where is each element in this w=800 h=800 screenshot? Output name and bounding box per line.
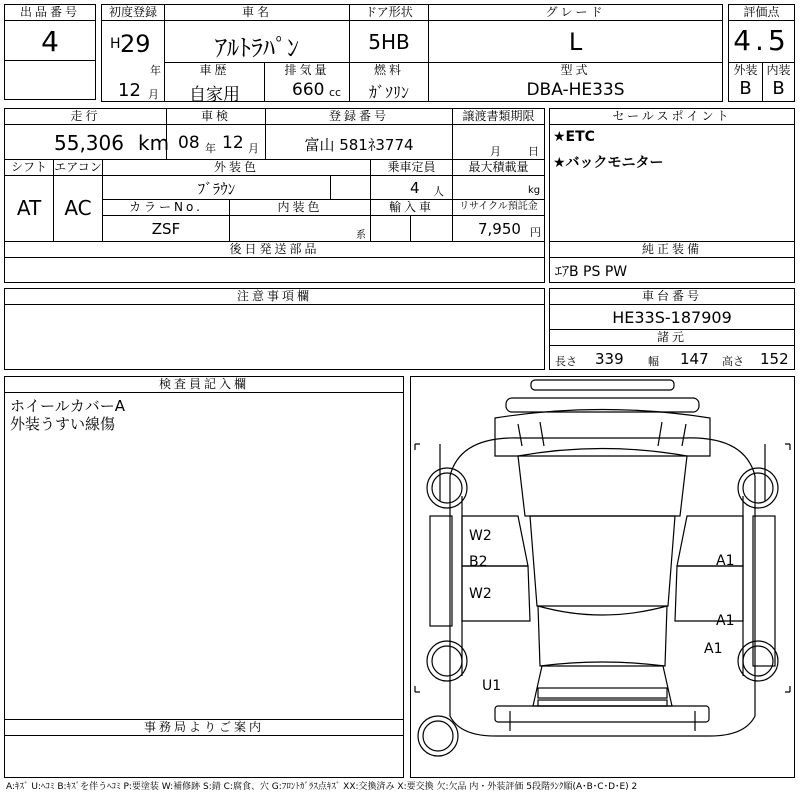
exterior-color-label: 外装色 bbox=[103, 160, 370, 174]
first-reg-era: H bbox=[110, 36, 121, 52]
displacement-label: 排気量 bbox=[265, 63, 349, 77]
door-label: ドア形状 bbox=[350, 5, 428, 19]
shift-value: AT bbox=[16, 196, 42, 220]
shift-label: シフト bbox=[5, 160, 53, 174]
equipment-label: 純正装備 bbox=[550, 242, 794, 256]
diagram-mark-u1: U1 bbox=[482, 678, 502, 694]
sales-point-2: ★バックモニター bbox=[553, 155, 664, 171]
plate-label: 登録番号 bbox=[266, 109, 452, 123]
fuel-value: ｶﾞｿﾘﾝ bbox=[368, 83, 409, 102]
car-diagram bbox=[410, 376, 795, 778]
int-score: B bbox=[772, 78, 785, 99]
first-reg-month-unit: 月 bbox=[148, 88, 159, 101]
office-label: 事務局よりご案内 bbox=[5, 720, 403, 734]
inspection-year-unit: 年 bbox=[205, 142, 216, 155]
max-load-unit: kg bbox=[528, 185, 541, 196]
transfer-month-unit: 月 bbox=[490, 145, 501, 158]
score-label: 評価点 bbox=[729, 5, 794, 19]
fuel-label: 燃料 bbox=[350, 63, 428, 77]
transfer-day-unit: 日 bbox=[528, 145, 539, 158]
first-reg-year-unit: 年 bbox=[150, 64, 161, 77]
inspector-box bbox=[4, 376, 404, 778]
height-value: 152 bbox=[760, 350, 789, 368]
inspection-year: 08 bbox=[178, 133, 200, 153]
car-name-label: 車名 bbox=[165, 5, 349, 19]
diagram-mark-a1-b: A1 bbox=[716, 613, 735, 629]
ext-score-label: 外装 bbox=[729, 63, 762, 77]
history-value: 自家用 bbox=[189, 85, 240, 105]
model-code: DBA-HE33S bbox=[526, 80, 625, 100]
sales-points-label: セールスポイント bbox=[550, 109, 794, 123]
length-label: 長さ bbox=[555, 355, 577, 368]
door-type: 5HB bbox=[368, 30, 410, 54]
diagram-mark-a1-a: A1 bbox=[716, 553, 735, 569]
diagram-mark-b2: B2 bbox=[469, 554, 488, 570]
model-code-label: 型式 bbox=[429, 63, 722, 77]
aircon-value: AC bbox=[64, 196, 92, 220]
lot-label: 出品番号 bbox=[5, 5, 95, 19]
transfer-label: 譲渡書類期限 bbox=[453, 109, 544, 123]
recycle-unit: 円 bbox=[530, 226, 541, 239]
mileage-label: 走行 bbox=[5, 109, 166, 123]
import-label: 輸入車 bbox=[371, 200, 452, 214]
equipment-value: ｴｱB PS PW bbox=[555, 264, 628, 280]
inspector-note-2: 外装うすい線傷 bbox=[10, 415, 116, 433]
mileage-value: 55,306 bbox=[54, 131, 124, 155]
inspector-label: 検査員記入欄 bbox=[5, 377, 403, 391]
int-score-label: 内装 bbox=[763, 63, 794, 77]
diagram-mark-a1-c: A1 bbox=[704, 641, 723, 657]
history-label: 車歴 bbox=[165, 63, 264, 77]
mileage-unit: km bbox=[138, 131, 170, 155]
diagram-mark-w2-a: W2 bbox=[469, 528, 492, 544]
aircon-label: エアコン bbox=[54, 160, 102, 174]
inspection-month: 12 bbox=[222, 133, 244, 153]
later-parts-label: 後日発送部品 bbox=[5, 242, 544, 256]
inspector-note-1: ホイールカバーA bbox=[10, 397, 125, 415]
notes-label: 注意事項欄 bbox=[5, 289, 544, 303]
lot-number: 4 bbox=[41, 25, 59, 58]
diagram-mark-w2-b: W2 bbox=[469, 586, 492, 602]
grade-value: L bbox=[568, 28, 583, 56]
car-name: ｱﾙﾄﾗﾊﾟﾝ bbox=[215, 34, 299, 62]
max-load-label: 最大積載量 bbox=[453, 160, 544, 174]
score-value: 4.5 bbox=[733, 24, 790, 57]
capacity-value: 4 bbox=[410, 179, 420, 197]
sales-point-1: ★ETC bbox=[553, 129, 595, 145]
inspection-month-unit: 月 bbox=[248, 142, 259, 155]
dims-label: 諸元 bbox=[550, 330, 794, 344]
damage-legend: A:ｷｽﾞ U:ﾍｺﾐ B:ｷｽﾞを伴うﾍｺﾐ P:要塗装 W:補修跡 S:錆 C:腐食、穴 G:ﾌﾛﾝﾄｶﾞﾗｽ点ｷｽﾞ XX:交換済み X:要交換 欠:欠品 内・外装評価 5段階ﾗﾝｸ順(A･B･C･D･E) 2 bbox=[6, 782, 638, 792]
length-value: 339 bbox=[595, 350, 624, 368]
grade-label: グレード bbox=[429, 5, 722, 19]
chassis-label: 車台番号 bbox=[550, 289, 794, 303]
displacement-value: 660 bbox=[292, 80, 325, 100]
interior-color-label: 内装色 bbox=[230, 200, 370, 214]
width-label: 幅 bbox=[648, 355, 659, 368]
capacity-label: 乗車定員 bbox=[371, 160, 452, 174]
height-label: 高さ bbox=[722, 355, 744, 368]
color-no-label: カラーNo. bbox=[103, 200, 229, 214]
first-reg-label: 初度登録 bbox=[102, 5, 164, 19]
recycle-value: 7,950 bbox=[478, 220, 521, 238]
capacity-unit: 人 bbox=[433, 185, 444, 198]
first-reg-year: 29 bbox=[120, 30, 151, 58]
displacement-unit: cc bbox=[329, 86, 342, 99]
recycle-label: リサイクル預託金 bbox=[453, 200, 544, 214]
color-no-value: ZSF bbox=[151, 220, 181, 238]
plate-value: 富山 581ﾈ3774 bbox=[304, 136, 414, 154]
first-reg-month: 12 bbox=[118, 80, 141, 101]
ext-score: B bbox=[739, 78, 752, 99]
chassis-number: HE33S-187909 bbox=[612, 308, 732, 327]
inspection-label: 車検 bbox=[167, 109, 265, 123]
exterior-color-value: ﾌﾞﾗｳﾝ bbox=[197, 180, 236, 198]
interior-color-unit: 系 bbox=[356, 230, 366, 241]
width-value: 147 bbox=[680, 350, 709, 368]
